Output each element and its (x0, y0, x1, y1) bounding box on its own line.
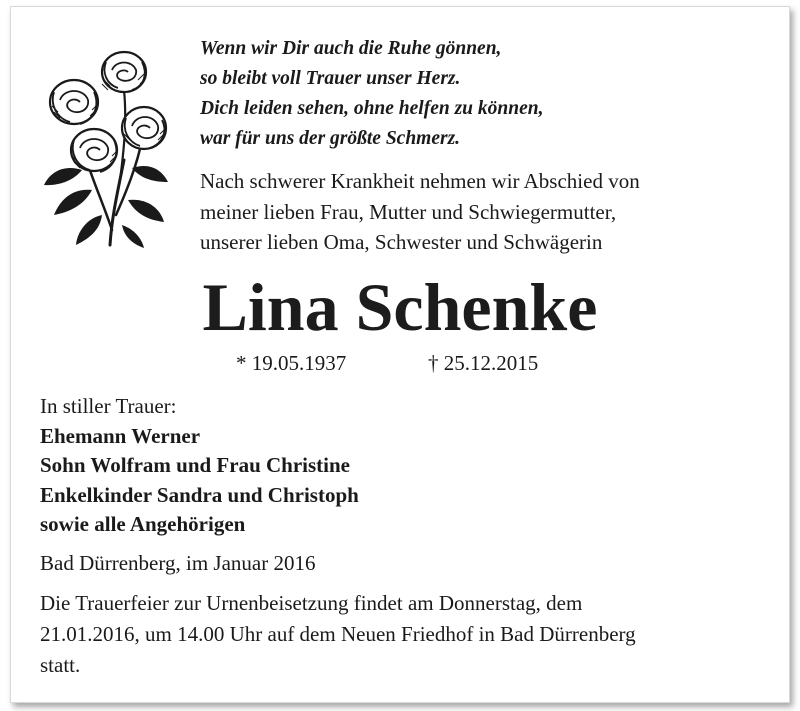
poem-line: so bleibt voll Trauer unser Herz. (200, 68, 461, 89)
poem-line: Wenn wir Dir auch die Ruhe gönnen, (200, 38, 502, 59)
mourner-entry: Sohn Wolfram und Frau Christine (40, 453, 351, 477)
death-date: † 25.12.2015 (428, 351, 539, 375)
ceremony-line: statt. (40, 653, 81, 677)
mourners-list (40, 392, 359, 540)
intro-line: meiner lieben Frau, Mutter und Schwiegermutter, (200, 199, 617, 224)
ceremony-line: Die Trauerfeier zur Urnenbeisetzung findet am Donnerstag, dem (40, 591, 583, 615)
roses-icon (32, 40, 172, 250)
mourner-entry: Enkelkinder Sandra und Christoph (40, 482, 359, 507)
ceremony-info (40, 588, 636, 681)
poem-line: Dich leiden sehen, ohne helfen zu können, (200, 98, 544, 119)
intro-line: unserer lieben Oma, Schwester und Schwägerin (200, 230, 603, 254)
mourner-entry: Ehemann Werner (40, 423, 201, 448)
ceremony-line: 21.01.2016, um 14.00 Uhr auf dem Neuen Friedhof in Bad Dürrenberg (40, 622, 636, 646)
poem-verse (200, 34, 760, 154)
mourner-entry: sowie alle Angehörigen (40, 512, 246, 536)
poem-line: war für uns der größte Schmerz. (200, 128, 461, 149)
birth-date: * 19.05.1937 (236, 351, 347, 375)
mourners-label: In stiller Trauer: (40, 394, 177, 418)
life-dates (0, 348, 800, 378)
intro-line: Nach schwerer Krankheit nehmen wir Abschied von (200, 169, 640, 193)
intro-text (200, 166, 770, 258)
place-and-date: Bad Dürrenberg, im Januar 2016 (40, 551, 316, 575)
deceased-name: Lina Schenke (202, 269, 598, 345)
